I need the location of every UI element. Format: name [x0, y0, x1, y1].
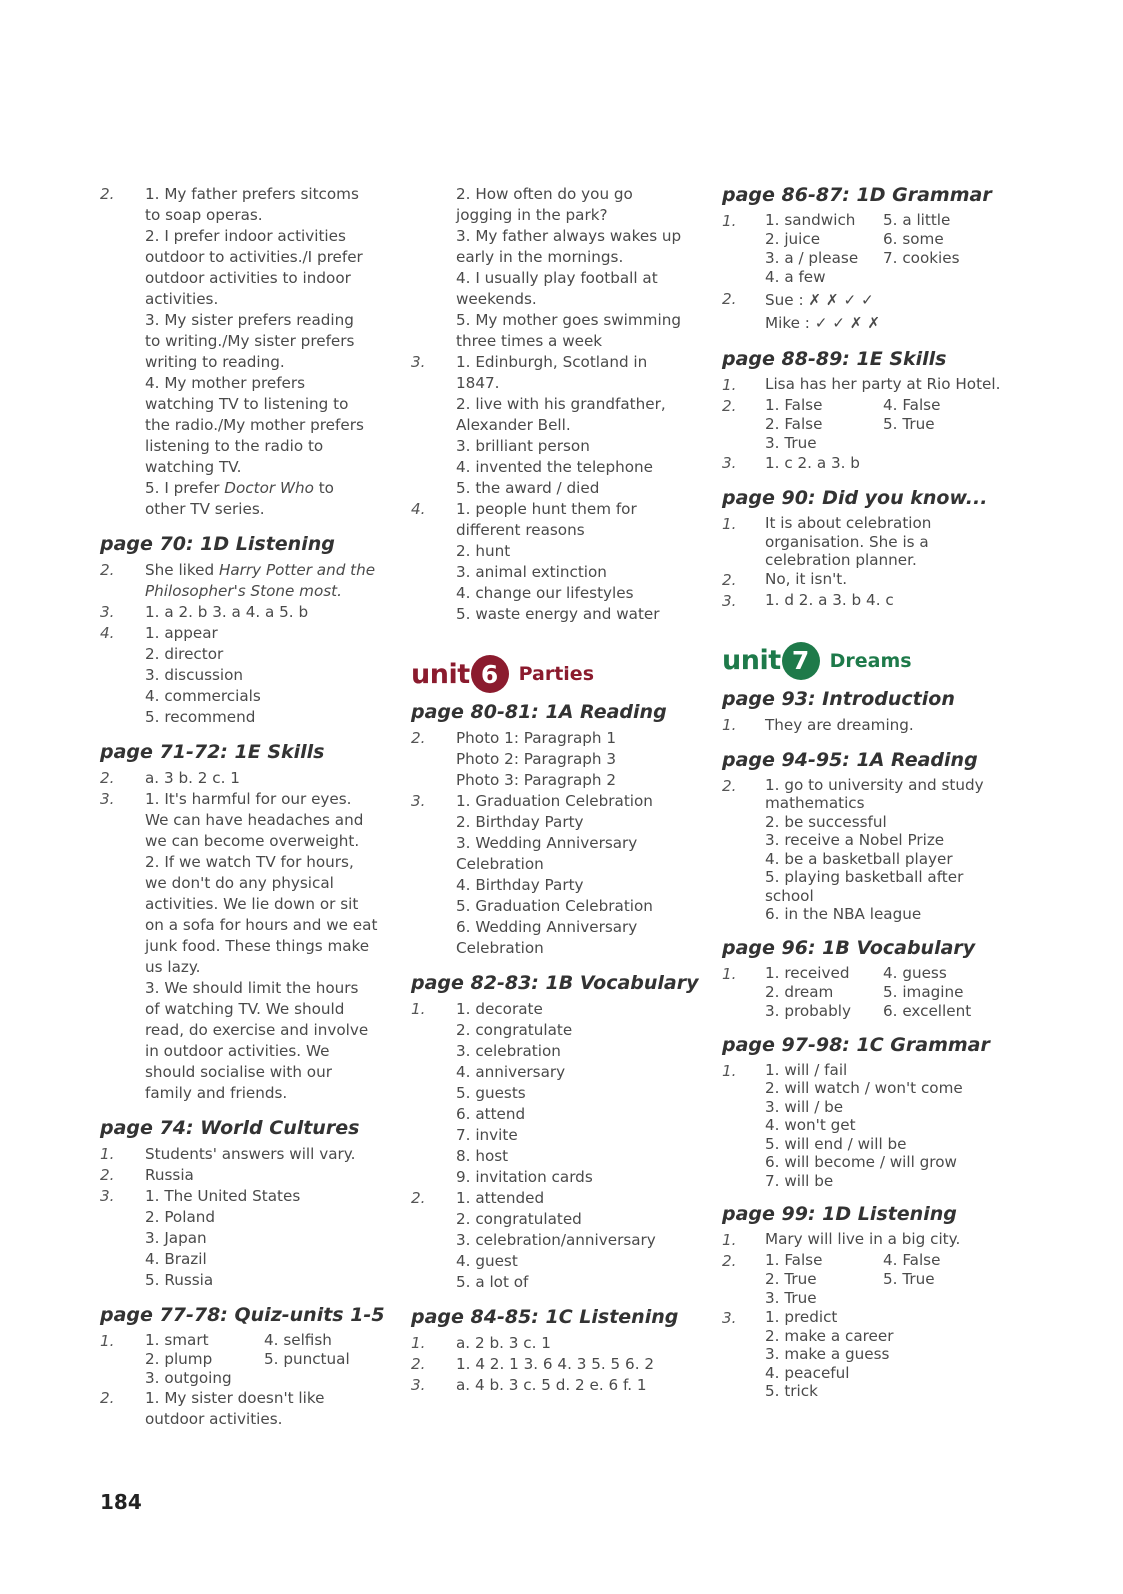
answer-line: 8. host [456, 1147, 509, 1165]
answer-lines [456, 791, 716, 959]
p70-ex2 [100, 560, 400, 602]
answer-row [145, 1350, 400, 1369]
p70-ex3 [100, 602, 400, 623]
answer-row [145, 1331, 400, 1350]
answer-row [765, 964, 1022, 983]
answer-line: 4. anniversary [456, 1063, 566, 1081]
answer-row [765, 1289, 1022, 1308]
answer-line: family and friends. [145, 1084, 288, 1102]
answer-row [145, 1369, 400, 1388]
answer-line: outdoor activities to indoor [145, 269, 351, 287]
exercise-3-answer [411, 352, 716, 499]
answer-line: 3. Wedding Anniversary [456, 834, 638, 852]
exercise-number: 2. [722, 397, 737, 415]
p71-ex2 [100, 768, 400, 789]
answer-line: 1. Graduation Celebration [456, 792, 653, 810]
answer-line: 5. guests [456, 1084, 526, 1102]
exercise-number: 2. [722, 290, 737, 308]
answer-line: activities. [145, 290, 219, 308]
answer-line: 4. invented the telephone [456, 458, 654, 476]
answer-line: 3. We should limit the hours [145, 979, 359, 997]
answer-line: 5. My mother goes swimming [456, 311, 681, 329]
section-heading-p80: page 80-81: 1A Reading [411, 701, 667, 723]
answer-cell: 5. imagine [883, 982, 964, 1001]
answer-cell: 1. False [765, 1251, 823, 1269]
answer-line: 9. invitation cards [456, 1168, 593, 1186]
exercise-number: 3. [100, 1187, 115, 1205]
answer-cell: 4. guess [883, 963, 947, 982]
answer-row [765, 396, 1022, 415]
answer-line: 1. The United States [145, 1187, 301, 1205]
exercise-number: 3. [411, 792, 426, 810]
answer-line: 2. live with his grandfather, [456, 395, 666, 413]
answer-column-right [722, 184, 1022, 1401]
section-heading-p99: page 99: 1D Listening [722, 1203, 957, 1225]
answer-line: 3. My sister prefers reading [145, 311, 354, 329]
answer-line: a. 4 b. 3 c. 5 d. 2 e. 6 f. 1 [456, 1376, 647, 1394]
p88-ex1 [722, 375, 1022, 396]
exercise-number: 2. [100, 561, 115, 579]
section-heading-p70: page 70: 1D Listening [100, 533, 335, 555]
exercise-number: 1. [722, 515, 737, 533]
answer-line: 4. I usually play football at [456, 269, 658, 287]
answer-line: celebration planner. [765, 551, 917, 569]
p70-ex4 [100, 623, 400, 728]
answer-rows [765, 396, 1022, 453]
section-heading-p97: page 97-98: 1C Grammar [722, 1033, 990, 1056]
answer-line: should socialise with our [145, 1063, 332, 1081]
answer-line: Mike : ✓ ✓ ✗ ✗ [765, 314, 881, 332]
answer-line: 5. Graduation Celebration [456, 897, 653, 915]
answer-lines [456, 352, 716, 499]
exercise-number: 1. [100, 1332, 115, 1350]
p82-ex1 [411, 999, 716, 1188]
section-heading-p84: page 84-85: 1C Listening [411, 1306, 679, 1328]
answer-line: 5. waste energy and water [456, 605, 660, 623]
answer-line: Celebration [456, 939, 544, 957]
answer-line: a. 2 b. 3 c. 1 [456, 1334, 551, 1352]
answer-lines [765, 776, 1022, 924]
answer-lines [765, 1308, 1022, 1401]
answer-cell: 2. dream [765, 982, 834, 1001]
answer-line: read, do exercise and involve [145, 1021, 369, 1039]
p88-ex3 [722, 453, 1022, 474]
p97-ex1 [722, 1061, 1022, 1191]
exercise-number: 2. [411, 1355, 426, 1373]
p86-ex1 [722, 211, 1022, 287]
exercise-number: 1. [411, 1334, 426, 1352]
p86-ex2 [722, 289, 1022, 335]
answer-rows [765, 211, 1022, 287]
answer-row [765, 230, 1022, 249]
answer-row [765, 434, 1022, 453]
p80-ex2 [411, 728, 716, 791]
unit-label: unit [411, 658, 470, 690]
answer-row [765, 249, 1022, 268]
p74-ex2 [100, 1165, 400, 1186]
exercise-4-answer [411, 499, 716, 625]
section-heading-p71: page 71-72: 1E Skills [100, 741, 325, 763]
section-heading-p77: page 77-78: Quiz-units 1-5 [100, 1304, 385, 1326]
section-heading-p74: page 74: World Cultures [100, 1117, 360, 1139]
answer-cell: 3. True [765, 434, 817, 452]
answer-lines [456, 1188, 716, 1293]
answer-line: 1. It's harmful for our eyes. [145, 790, 352, 808]
p77-ex1 [100, 1331, 400, 1388]
answer-lines [765, 514, 1022, 570]
answer-line: activities. We lie down or sit [145, 895, 359, 913]
answer-cell: 5. a little [883, 211, 951, 229]
p77-ex2 [100, 1388, 400, 1430]
answer-line: 5. the award / died [456, 479, 600, 497]
answer-line: Mary will live in a big city. [765, 1230, 961, 1248]
exercise-number: 2. [722, 776, 737, 795]
answer-line: 2. congratulate [456, 1021, 573, 1039]
p99-ex3 [722, 1308, 1022, 1401]
exercise-number: 1. [722, 1231, 737, 1249]
answer-line: early in the mornings. [456, 248, 624, 266]
answer-line: watching TV to listening to [145, 395, 349, 413]
answer-line: 4. change our lifestyles [456, 584, 634, 602]
answer-line: weekends. [456, 290, 537, 308]
exercise-number: 3. [100, 603, 115, 621]
p71-ex3 [100, 789, 400, 1104]
section-heading-p93: page 93: Introduction [722, 687, 955, 710]
answer-line: to writing./My sister prefers [145, 332, 355, 350]
answer-line: 3. discussion [145, 666, 244, 684]
exercise-number: 1. [411, 1000, 426, 1018]
answer-line: 5. trick [765, 1382, 818, 1400]
answer-line: 1. c 2. a 3. b [765, 454, 860, 472]
answer-line: 3. My father always wakes up [456, 227, 682, 245]
answer-row [765, 268, 1022, 287]
answer-cell: 3. probably [765, 1001, 851, 1020]
answer-line: jogging in the park? [456, 206, 608, 224]
answer-line: 4. guest [456, 1252, 518, 1270]
answer-line: Photo 1: Paragraph 1 [456, 729, 617, 747]
section-heading-p88: page 88-89: 1E Skills [722, 348, 947, 370]
answer-line: Sue : ✗ ✗ ✓ ✓ [765, 291, 874, 309]
p96-ex1 [722, 964, 1022, 1021]
section-heading-p94: page 94-95: 1A Reading [722, 748, 978, 771]
exercise-number: 4. [100, 624, 115, 642]
exercise-number: 1. [722, 376, 737, 394]
answer-line: 1. d 2. a 3. b 4. c [765, 590, 894, 609]
answer-line: 1. My sister doesn't like [145, 1389, 325, 1407]
answer-cell: 2. juice [765, 230, 821, 248]
p74-ex1 [100, 1144, 400, 1165]
p84-ex3 [411, 1375, 716, 1396]
answer-line: 2. will watch / won't come [765, 1079, 963, 1097]
show-title: Doctor Who [224, 479, 314, 497]
answer-line: outdoor activities. [145, 1410, 283, 1428]
answer-lines [456, 184, 716, 352]
answer-line: 2. If we watch TV for hours, [145, 853, 354, 871]
answer-line: different reasons [456, 521, 585, 539]
p84-ex2 [411, 1354, 716, 1375]
answer-line: 1. My father prefers sitcoms [145, 185, 359, 203]
exercise-number: 3. [722, 454, 737, 472]
answer-line: 1. predict [765, 1308, 838, 1326]
answer-line: Photo 2: Paragraph 3 [456, 750, 617, 768]
answer-lines [145, 1186, 400, 1291]
answer-lines [145, 789, 400, 1104]
answer-line: the radio./My mother prefers [145, 416, 364, 434]
unit-label: unit [722, 645, 781, 676]
answer-line: 3. celebration/anniversary [456, 1231, 656, 1249]
answer-line: 6. in the NBA league [765, 905, 922, 923]
answer-line: Lisa has her party at Rio Hotel. [765, 375, 1001, 393]
answer-line: 5. a lot of [456, 1273, 529, 1291]
answer-line: 5. Russia [145, 1271, 214, 1289]
unit-title: Dreams [829, 649, 912, 672]
answer-line: 2. be successful [765, 812, 887, 831]
exercise-continuation [411, 184, 716, 352]
answer-line: us lazy. [145, 958, 201, 976]
answer-line: 2. Poland [145, 1208, 216, 1226]
exercise-number: 1. [100, 1145, 115, 1163]
answer-cell: 3. outgoing [145, 1369, 232, 1387]
answer-cell: 3. a / please [765, 249, 859, 267]
answer-cell: 4. False [883, 1251, 941, 1269]
unit-title: Parties [518, 663, 595, 685]
answer-line: to soap operas. [145, 206, 263, 224]
p93-ex1 [722, 715, 1022, 736]
answer-line: 6. Wedding Anniversary [456, 918, 638, 936]
answer-line: Photo 3: Paragraph 2 [456, 771, 617, 789]
answer-line: She liked Harry Potter and the [145, 561, 376, 579]
answer-line: 5. I prefer Doctor Who to [145, 479, 334, 497]
answer-cell: 6. excellent [883, 1001, 972, 1020]
p99-ex1 [722, 1230, 1022, 1251]
answer-line: listening to the radio to [145, 437, 324, 455]
answer-row [765, 1251, 1022, 1270]
answer-line: 1. Edinburgh, Scotland in [456, 353, 648, 371]
answer-line: 7. will be [765, 1171, 834, 1190]
answer-line: in outdoor activities. We [145, 1042, 330, 1060]
answer-line: Russia [145, 1166, 194, 1184]
exercise-number: 2. [411, 729, 426, 747]
answer-row [765, 983, 1022, 1002]
answer-line: Celebration [456, 855, 544, 873]
answer-line: Alexander Bell. [456, 416, 571, 434]
answer-cell: 5. True [883, 1270, 935, 1288]
exercise-number: 2. [411, 1189, 426, 1207]
answer-cell: 3. True [765, 1289, 817, 1307]
answer-line: 1. appear [145, 624, 218, 642]
answer-lines [456, 499, 716, 625]
answer-rows [145, 1331, 400, 1388]
answer-line: 1. a 2. b 3. a 4. a 5. b [145, 603, 309, 621]
answer-cell: 4. a few [765, 268, 826, 286]
answer-line: 5. recommend [145, 708, 256, 726]
answer-cell: 2. True [765, 1270, 817, 1288]
answer-line: 4. Brazil [145, 1250, 207, 1268]
answer-cell: 2. plump [145, 1350, 213, 1368]
answer-line: 1. attended [456, 1189, 545, 1207]
answer-line: 4. won't get [765, 1116, 856, 1134]
exercise-number: 3. [411, 1376, 426, 1394]
page-number: 184 [100, 1490, 142, 1514]
answer-line: we don't do any physical [145, 874, 334, 892]
exercise-2-answer-cont [100, 478, 400, 520]
p74-ex3 [100, 1186, 400, 1291]
section-heading-p82: page 82-83: 1B Vocabulary [411, 972, 699, 994]
exercise-number: 2. [722, 570, 737, 589]
answer-line: Philosopher's Stone most. [145, 582, 342, 600]
p90-ex3 [722, 591, 1022, 612]
answer-line: 1. people hunt them for [456, 500, 637, 518]
exercise-number: 4. [411, 500, 426, 518]
exercise-number: 3. [722, 1309, 737, 1327]
exercise-number: 1. [722, 1061, 737, 1080]
answer-lines [145, 184, 400, 478]
answer-line: 2. make a career [765, 1326, 894, 1345]
answer-line: 2. I prefer indoor activities [145, 227, 346, 245]
answer-line: 2. director [145, 645, 224, 663]
answer-line: 6. will become / will grow [765, 1153, 957, 1171]
answer-line: They are dreaming. [765, 715, 914, 734]
unit-number-badge: 7 [782, 642, 820, 680]
answer-line: 5. will end / will be [765, 1134, 907, 1153]
answer-line: 2. How often do you go [456, 185, 633, 203]
exercise-number: 2. [100, 1166, 115, 1184]
answer-row [765, 1270, 1022, 1289]
answer-line: watching TV. [145, 458, 242, 476]
unit-6-banner [411, 655, 716, 693]
answer-line: 3. will / be [765, 1097, 844, 1116]
exercise-number: 1. [722, 964, 737, 983]
answer-cell: 4. False [883, 396, 941, 414]
p88-ex2 [722, 396, 1022, 453]
answer-cell: 1. False [765, 396, 823, 414]
answer-line: 3. Japan [145, 1229, 207, 1247]
p90-ex2 [722, 570, 1022, 591]
answer-column-middle [411, 184, 716, 1396]
exercise-number: 2. [100, 769, 115, 787]
answer-line: 4. be a basketball player [765, 849, 953, 868]
section-heading-p86: page 86-87: 1D Grammar [722, 184, 992, 206]
answer-lines [145, 1388, 400, 1430]
answer-line: 2. Birthday Party [456, 813, 584, 831]
answer-line: 1. go to university and study [765, 775, 984, 794]
exercise-number: 2. [100, 1389, 115, 1407]
answer-line: 3. brilliant person [456, 437, 590, 455]
answer-line: organisation. She is a [765, 532, 929, 551]
answer-line: 2. congratulated [456, 1210, 582, 1228]
answer-line: We can have headaches and [145, 811, 364, 829]
answer-row [765, 1002, 1022, 1021]
section-heading-p90: page 90: Did you know... [722, 487, 988, 509]
answer-line: 2. hunt [456, 542, 511, 560]
answer-line: writing to reading. [145, 353, 285, 371]
answer-column-left [100, 184, 400, 1430]
exercise-2-answer [100, 184, 400, 478]
section-heading-p96: page 96: 1B Vocabulary [722, 936, 976, 959]
answer-lines [456, 999, 716, 1188]
answer-line: other TV series. [145, 500, 265, 518]
answer-cell: 6. some [883, 230, 944, 248]
answer-line: 3. celebration [456, 1042, 561, 1060]
answer-cell: 4. selfish [264, 1331, 332, 1349]
exercise-number: 3. [411, 353, 426, 371]
answer-line: It is about celebration [765, 514, 932, 532]
answer-line: 4. commercials [145, 687, 261, 705]
answer-line: three times a week [456, 332, 603, 350]
answer-cell: 5. punctual [264, 1350, 350, 1368]
p99-ex2 [722, 1251, 1022, 1308]
answer-line: junk food. These things make [145, 937, 370, 955]
p90-ex1 [722, 514, 1022, 570]
answer-line: 3. animal extinction [456, 563, 607, 581]
answer-line: 3. receive a Nobel Prize [765, 831, 945, 849]
answer-line: 4. My mother prefers [145, 374, 306, 392]
answer-line: on a sofa for hours and we eat [145, 916, 378, 934]
answer-line: 1. will / fail [765, 1060, 848, 1079]
answer-rows [765, 964, 1022, 1021]
answer-cell: 1. sandwich [765, 211, 856, 229]
answer-cell: 1. received [765, 963, 850, 982]
answer-line: school [765, 886, 814, 905]
answer-row [765, 211, 1022, 230]
p80-ex3 [411, 791, 716, 959]
answer-line: 1. decorate [456, 1000, 543, 1018]
answer-cell: 2. False [765, 415, 823, 433]
answer-line: 5. playing basketball after [765, 868, 964, 886]
answer-line: 4. peaceful [765, 1363, 850, 1382]
answer-cell: 7. cookies [883, 249, 960, 267]
exercise-number: 1. [722, 715, 737, 734]
answer-line: No, it isn't. [765, 569, 848, 588]
answer-line: a. 3 b. 2 c. 1 [145, 769, 240, 787]
answer-line: 4. Birthday Party [456, 876, 584, 894]
answer-line: mathematics [765, 794, 865, 812]
exercise-number: 3. [722, 591, 737, 610]
answer-line: of watching TV. We should [145, 1000, 345, 1018]
unit-7-banner [722, 642, 1022, 680]
answer-rows [765, 1251, 1022, 1308]
answer-row [765, 415, 1022, 434]
answer-lines [456, 728, 716, 791]
answer-line: 7. invite [456, 1126, 518, 1144]
answer-line: Students' answers will vary. [145, 1145, 356, 1163]
unit-number-badge: 6 [471, 655, 509, 693]
answer-line: 3. make a guess [765, 1345, 890, 1363]
exercise-number: 3. [100, 790, 115, 808]
p94-ex2 [722, 776, 1022, 924]
exercise-number: 2. [722, 1252, 737, 1270]
answer-cell: 1. smart [145, 1331, 209, 1349]
exercise-number: 2. [100, 185, 115, 203]
answer-line: 1847. [456, 374, 500, 392]
p84-ex1 [411, 1333, 716, 1354]
p82-ex2 [411, 1188, 716, 1293]
answer-line: 6. attend [456, 1105, 526, 1123]
answer-cell: 5. True [883, 415, 935, 433]
answer-lines [145, 623, 400, 728]
answer-line: outdoor to activities./I prefer [145, 248, 363, 266]
answer-line: we can become overweight. [145, 832, 360, 850]
exercise-number: 1. [722, 212, 737, 230]
answer-line: 1. 4 2. 1 3. 6 4. 3 5. 5 6. 2 [456, 1355, 655, 1373]
answer-lines [765, 1061, 1022, 1191]
